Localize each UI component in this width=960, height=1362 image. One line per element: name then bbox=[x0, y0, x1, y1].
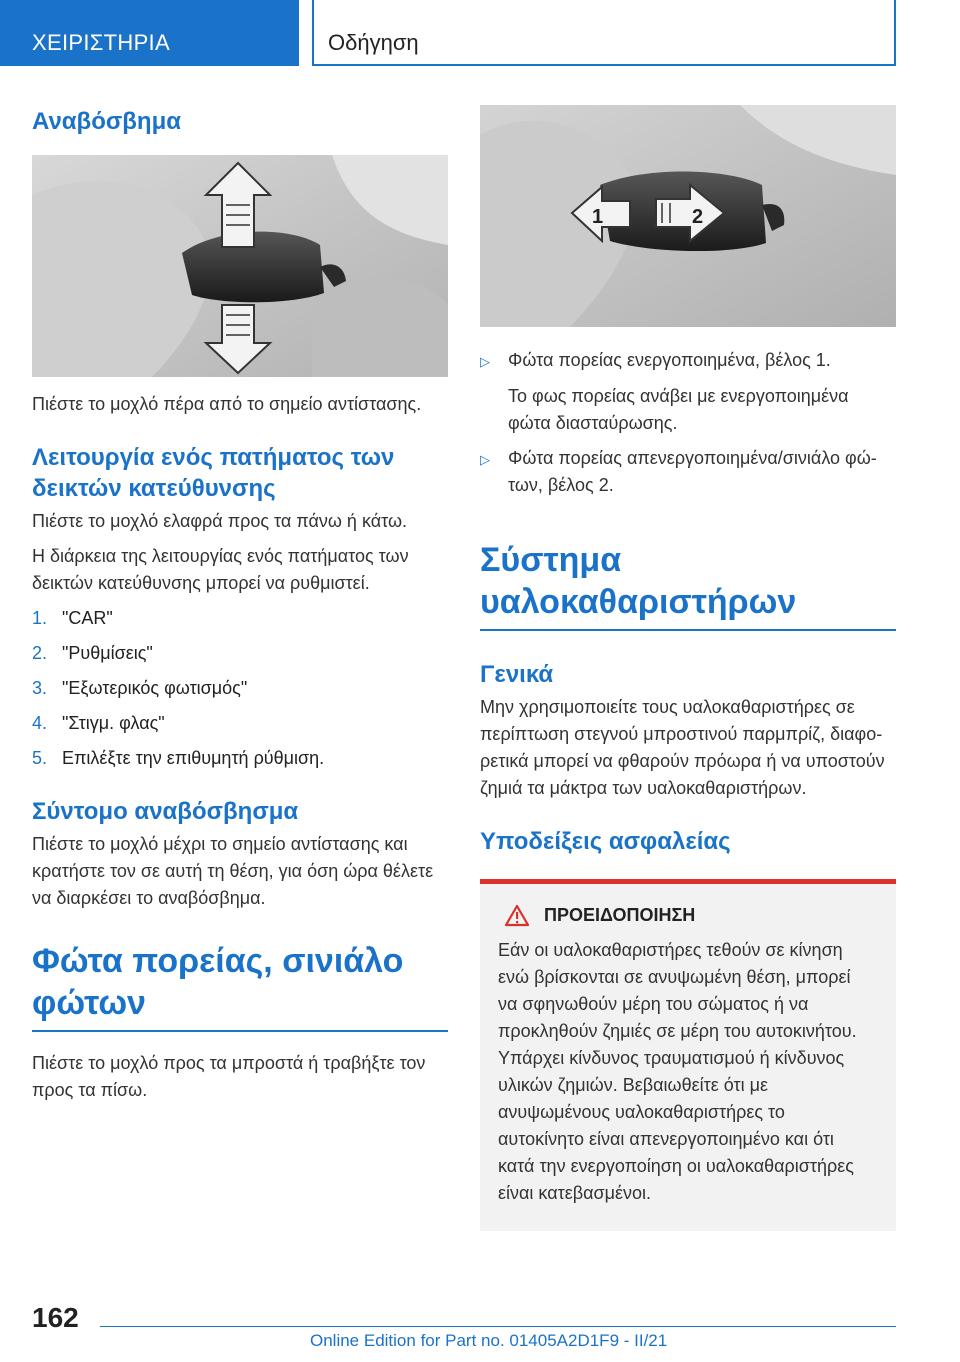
paragraph-general: Μην χρησιμοποιείτε τους υαλοκαθαριστήρες σε περίπτωση στεγνού μπροστινού παρμπρίζ, διαφορετικά μπορεί να φθαρούν πρόωρα ή να υποστούν ζημιά τα μάκτρα των υαλοκαθαριστήρων. bbox=[480, 697, 885, 798]
paragraph-flash: Πιέστε το μοχλό πέρα από το σημείο αντίστασης. bbox=[32, 394, 422, 414]
triangle-bullet-icon: ▷ bbox=[480, 452, 490, 467]
arrow-2-label: 2 bbox=[692, 206, 704, 228]
lights-bullet-list bbox=[480, 347, 896, 375]
step-text: "Ρυθμίσεις" bbox=[62, 643, 153, 663]
paragraph-one-touch-1: Πιέστε το μοχλό ελαφρά προς τα πάνω ή κάτω. bbox=[32, 511, 408, 531]
step-text: Επιλέξτε την επιθυμητή ρύθμιση. bbox=[62, 748, 325, 768]
step-text: "Στιγμ. φλας" bbox=[62, 713, 165, 733]
heading-flash: Αναβόσβημα bbox=[32, 108, 182, 135]
heading-one-touch: Λειτουργία ενός πατήματος των δεικτών κατεύθυνσης bbox=[32, 444, 395, 502]
heading-parking-lights: Φώτα πορείας, σινιάλο φώτων bbox=[32, 940, 448, 1032]
warning-triangle-icon bbox=[504, 904, 530, 927]
bullet-text: Φώτα πορείας απενεργοποιημένα/σινιάλο φώτων, βέλος 2. bbox=[508, 448, 877, 495]
right-column bbox=[480, 105, 896, 1231]
step-number: 5. bbox=[32, 748, 48, 768]
chapter-tab[interactable]: ΧΕΙΡΙΣΤΗΡΙΑ bbox=[0, 0, 299, 66]
step-number: 3. bbox=[32, 678, 48, 698]
heading-general: Γενικά bbox=[480, 661, 554, 688]
step-text: "CAR" bbox=[62, 608, 113, 628]
bullet-text: Φώτα πορείας ενεργοποιημένα, βέλος 1. bbox=[508, 350, 831, 370]
step-number: 2. bbox=[32, 643, 48, 663]
list-item bbox=[32, 640, 448, 667]
warning-box bbox=[480, 879, 896, 1231]
paragraph-short-flash: Πιέστε το μοχλό μέχρι το σημείο αντίστασης και κρατήστε τον σε αυτή τη θέση, για όση ώρα θέλετε να διαρκέσει το αναβόσβημα. bbox=[32, 834, 434, 908]
footer-edition-link[interactable]: Online Edition for Part no. 01405A2D1F9 - II/21 bbox=[310, 1331, 668, 1350]
figure-lever-forward-back bbox=[480, 105, 896, 327]
step-number: 1. bbox=[32, 608, 48, 628]
list-item bbox=[32, 605, 448, 632]
footer-divider bbox=[100, 1326, 896, 1327]
list-item bbox=[32, 745, 448, 772]
lever-up-down-illustration bbox=[32, 155, 448, 377]
left-column bbox=[32, 100, 448, 1104]
lever-forward-back-illustration bbox=[480, 105, 896, 327]
warning-title: ΠΡΟΕΙΔΟΠΟΙΗΣΗ bbox=[544, 905, 696, 925]
triangle-bullet-icon: ▷ bbox=[480, 354, 490, 369]
step-number: 4. bbox=[32, 713, 48, 733]
paragraph-parking-lights: Πιέστε το μοχλό προς τα μπροστά ή τραβήξτε τον προς τα πίσω. bbox=[32, 1053, 426, 1100]
list-item bbox=[480, 347, 896, 375]
list-item bbox=[32, 710, 448, 737]
warning-text: Εάν οι υαλοκαθαριστήρες τεθούν σε κίνηση ενώ βρίσκονται σε ανυψωμένη θέση, μπορεί να σφηνωθούν μέρη του σώματος ή να προκληθούν ζημιές σε μέρη του αυτοκινήτου. Υπάρχει κίνδυνος τραυματισμού ή κίνδυνος υλικών ζημιών. Βεβαιωθείτε ότι με ανυψωμένους υαλοκαθαριστήρες το αυτοκίνητο είναι απενεργοποιημένο και ότι κατά την ενεργοποίηση οι υαλοκαθαριστήρες είναι κατεβασμένοι. bbox=[498, 940, 857, 1203]
list-item bbox=[480, 445, 896, 499]
heading-safety: Υποδείξεις ασφαλείας bbox=[480, 828, 731, 855]
warning-header bbox=[498, 904, 874, 927]
heading-short-flash: Σύντομο αναβόσβησμα bbox=[32, 798, 299, 825]
arrow-1-label: 1 bbox=[592, 206, 604, 228]
steps-list bbox=[32, 605, 448, 772]
lights-bullet-list-2 bbox=[480, 445, 896, 499]
figure-lever-up-down bbox=[32, 155, 448, 377]
paragraph-one-touch-2: Η διάρκεια της λειτουργίας ενός πατήματος των δεικτών κατεύθυνσης μπορεί να ρυθμιστεί. bbox=[32, 546, 409, 593]
bullet-1-sub: Το φως πορείας ανάβει με ενεργοποιημένα φώτα διασταύρωσης. bbox=[508, 386, 849, 433]
page-number: 162 bbox=[32, 1302, 79, 1333]
section-title[interactable]: Οδήγηση bbox=[312, 0, 896, 66]
step-text: "Εξωτερικός φωτισμός" bbox=[62, 678, 248, 698]
list-item bbox=[32, 675, 448, 702]
page-header bbox=[0, 0, 960, 66]
heading-wiper-system: Σύστημα υαλοκαθαριστήρων bbox=[480, 539, 896, 631]
